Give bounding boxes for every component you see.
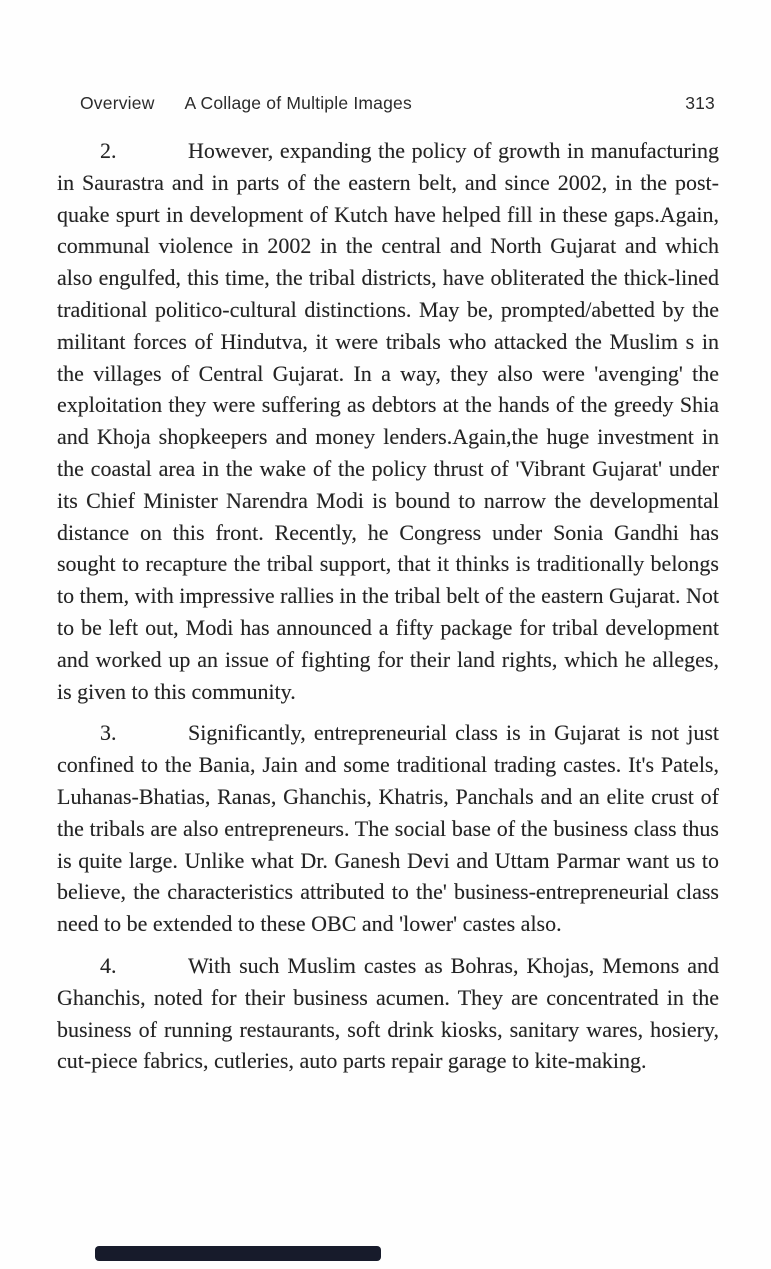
paragraph-3-number: 3. [100,720,117,746]
paragraph-3-text: Significantly, entrepreneurial class is in Gujarat is not just confined to the Bania, Jain and some traditional trading castes. It's Patels, Luhanas-Bhatias, Ranas, Ghanchis, Khatris, Panchals and an elite crust of the tribals are also entrepreneurs. The social base of the business class thus is quite large. Unlike what Dr. Ganesh Devi and Uttam Parmar want us to believe, the characteristics attributed to the' business-entrepreneurial class need to be extended to these OBC and 'lower' castes also. [57,720,719,937]
chapter-title: A Collage of Multiple Images [184,93,412,113]
scan-artifact-bar [95,1246,381,1261]
paragraph-4 [57,950,719,1077]
paragraph-4-text: With such Muslim castes as Bohras, Khojas, Memons and Ghanchis, noted for their business acumen. They are concentrated in the business of running restaurants, soft drink kiosks, sanitary wares, hosiery, cut-piece fabrics, cutleries, auto parts repair garage to kite-making. [57,952,719,1074]
running-header-titles [80,93,412,114]
paragraph-2-text: However, expanding the policy of growth in manufacturing in Saurastra and in parts of the eastern belt, and since 2002, in the post-quake spurt in development of Kutch have helped fill in these gaps.Again, communal violence in 2002 in the central and North Gujarat and which also engulfed, this time, the tribal districts, have obliterated the thick-lined traditional politico-cultural distinctions. May be, prompted/abetted by the militant forces of Hindutva, it were tribals who attacked the Muslim s in the villages of Central Gujarat. In a way, they also were 'avenging' the exploitation they were suffering as debtors at the hands of the greedy Shia and Khoja shopkeepers and money lenders.Again,the huge investment in the coastal area in the wake of the policy thrust of 'Vibrant Gujarat' under its Chief Minister Narendra Modi is bound to narrow the developmental distance on this front. Recently, he Congress under Sonia Gandhi has sought to recapture the tribal support, that it thinks is traditionally belongs to them, with impressive rallies in the tribal belt of the eastern Gujarat. Not to be left out, Modi has announced a fifty package for tribal development and worked up an issue of fighting for their land rights, which he alleges, is given to this community. [57,138,719,704]
page-number: 313 [685,93,715,113]
paragraph-2 [57,135,719,707]
paragraph-4-number: 4. [100,952,117,978]
running-header [80,93,715,114]
paragraph-2-number: 2. [100,138,117,163]
paragraph-3 [57,717,719,940]
page-body-text [57,135,719,1087]
section-label: Overview [80,93,155,113]
